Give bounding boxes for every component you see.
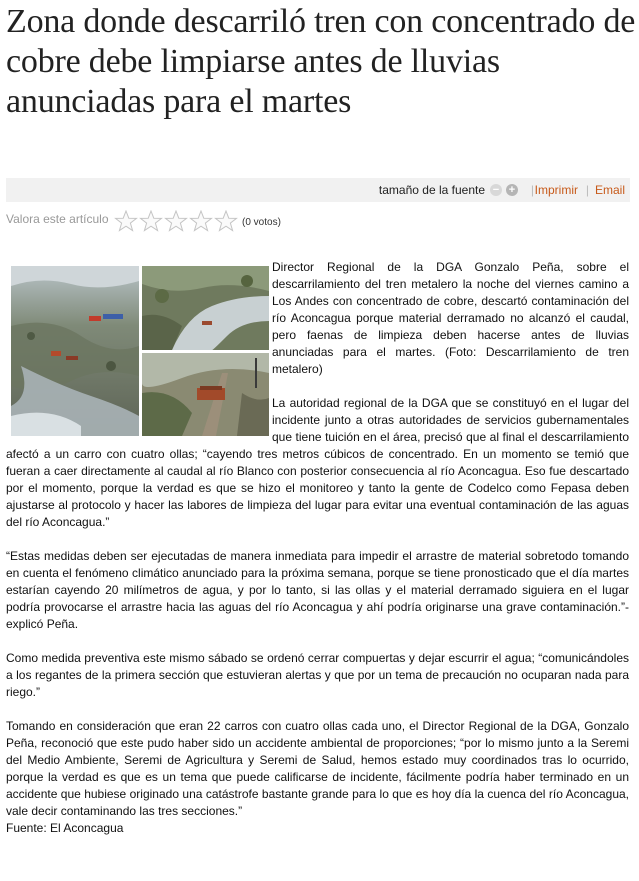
font-size-label: tamaño de la fuente xyxy=(378,183,485,197)
toolbar-separator: | xyxy=(530,183,534,197)
star-icon[interactable] xyxy=(164,210,188,232)
star-icon[interactable] xyxy=(214,210,238,232)
article-toolbar xyxy=(6,178,630,202)
article-paragraph: “Estas medidas deben ser ejecutadas de manera inmediata para impedir el arrastre de material sobretodo tomando en cuenta el fenómeno climático anunciado para la próxima semana, porque se tiene pronosticado que el día martes estarían cayendo 20 milímetros de agua, y por lo tanto, si las ollas y el material derramado siguiera en el lugar podría provocarse el arrastre hacia las aguas del río Aconcagua y ahí podría originarse una grave contaminación.”- explicó Peña. xyxy=(6,549,629,631)
print-link[interactable]: Imprimir xyxy=(534,183,578,197)
star-icon[interactable] xyxy=(139,210,163,232)
article-title: Zona donde descarriló tren con concentrado de cobre debe limpiarse antes de lluvias anunciadas para el martes xyxy=(6,3,636,120)
article-body xyxy=(6,259,629,837)
article-paragraph: Tomando en consideración que eran 22 carros con cuatro ollas cada uno, el Director Regional de la DGA, Gonzalo Peña, reconoció que este pudo haber sido un accidente ambiental de proporciones; “por lo mismo junto a la Seremi del Medio Ambiente, Seremi de Agricultura y Seremi de Salud, hemos estado muy coordinados tras lo ocurrido, porque la verdad es que es un tema que puede calificarse de incidente, fácilmente podría haber terminado en un accidente que hubiese originado una catástrofe bastante grande para lo que es hoy día la cuenca del río Aconcagua, vale decir contaminando las tres secciones.” xyxy=(6,719,629,818)
photo-float-spacer xyxy=(6,259,272,437)
article-paragraph: Como medida preventiva este mismo sábado se ordenó cerrar compuertas y dejar escurrir el agua; “comunicándoles a los regantes de la primera sección que estuvieran alertas y que por un tema de precaución no ocuparan nada para riego.” xyxy=(6,651,629,699)
email-link[interactable]: Email xyxy=(594,183,625,197)
article-paragraph: La autoridad regional de la DGA que se constituyó en el lugar del incidente junto a otras autoridades de servicios gubernamentales que tiene tuición en el área, precisó que al final el descarrilamiento afectó a un carro con cuatro ollas; “cayendo tres metros cúbicos de concentrado. En un momento se temió que fueran a caer directamente al caudal al río Blanco con posterior consecuencia al río Aconcagua. Eso fue descartado por el momento, porque la verdad es que se hizo el monitoreo y tanto la gente de Codelco como Fepasa deben ajustarse al protocolo y hacer las labores de limpieza del lugar para evitar una eventual contaminación de las aguas del río Aconcagua.” xyxy=(6,396,629,529)
decrease-font-icon[interactable]: − xyxy=(490,184,502,196)
rating-votes: (0 votos) xyxy=(242,217,281,228)
star-icon[interactable] xyxy=(114,210,138,232)
toolbar-separator: | xyxy=(585,183,589,197)
star-icon[interactable] xyxy=(189,210,213,232)
rating-stars xyxy=(114,210,239,235)
article-paragraph: Director Regional de la DGA Gonzalo Peña, sobre el descarrilamiento del tren metalero la noche del viernes camino a Los Andes con concentrado de cobre, descartó contaminación del río Aconcagua porque material derramado no alcanzó el caudal, pero faenas de limpieza deben hacerse antes de lluvias anunciadas para el martes. (Foto: Descarrilamiento de tren metalero) xyxy=(272,260,629,376)
increase-font-icon[interactable]: + xyxy=(506,184,518,196)
article-source: Fuente: El Aconcagua xyxy=(6,821,124,835)
rating-label: Valora este artículo xyxy=(6,212,109,226)
